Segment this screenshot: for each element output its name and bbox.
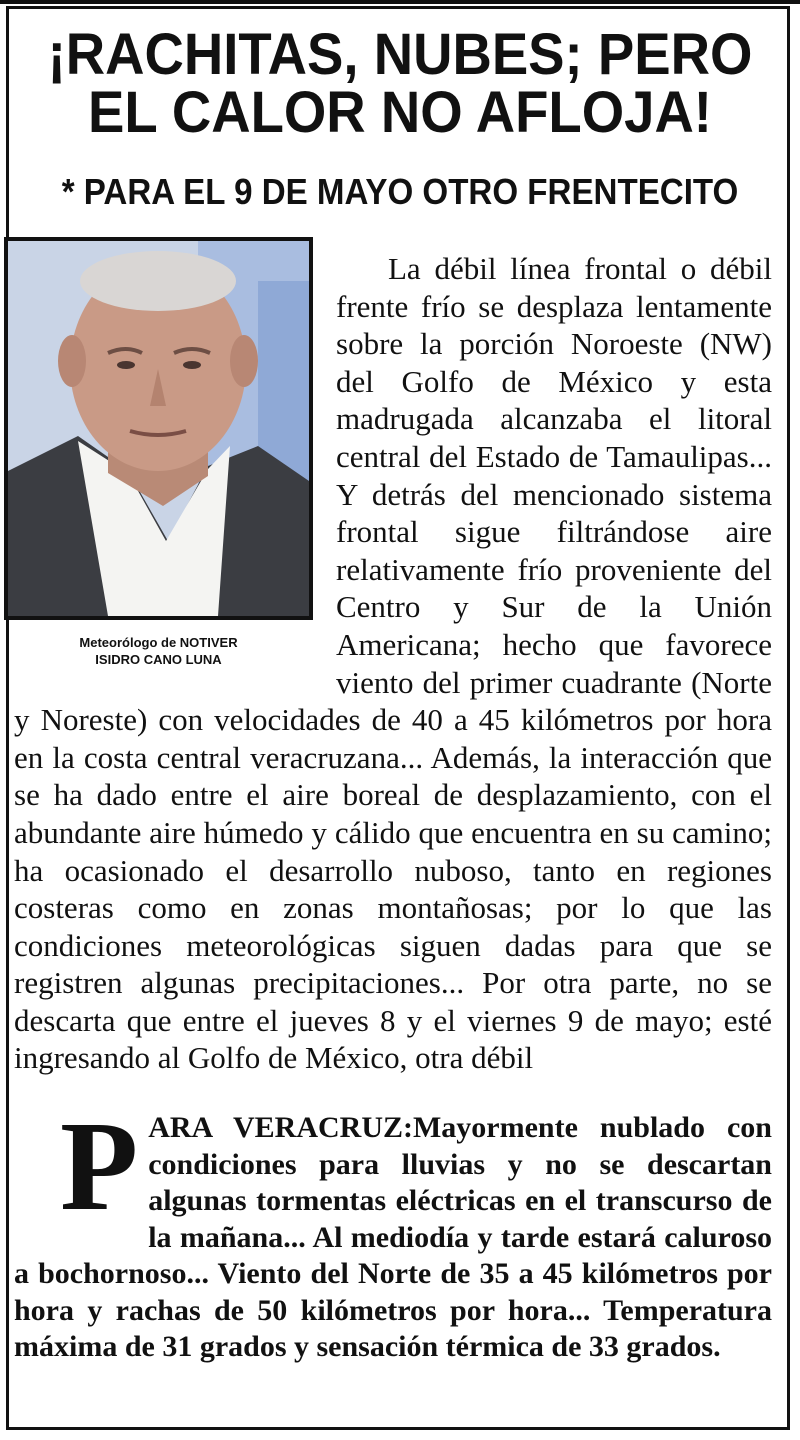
top-rule bbox=[0, 0, 800, 4]
caption-line-2: ISIDRO CANO LUNA bbox=[95, 652, 222, 667]
article-body bbox=[14, 250, 772, 1077]
forecast-text: ARA VERACRUZ:Mayormente nublado con condiciones para lluvias y no se descartan algunas tormentas eléctricas en el transcurso de la mañana... Al mediodía y tarde estará caluroso a bochornoso... Viento del Norte de 35 a 45 kilómetros por hora y rachas de 50 kilómetros por hora... Temperatura máxima de 31 grados y sensación térmica de 33 grados. bbox=[14, 1111, 772, 1363]
subheadline: * PARA EL 9 DE MAYO OTRO FRENTECITO bbox=[61, 171, 739, 212]
caption-line-1: Meteorólogo de NOTIVER bbox=[79, 635, 238, 650]
forecast-block bbox=[14, 1095, 772, 1366]
article-paragraph: La débil línea frontal o débil frente frío se desplaza lentamente sobre la porción Noroeste (NW) del Golfo de México y esta madrugada alcanzaba el litoral central del Estado de Tamaulipas... Y detrás del mencionado sistema frontal sigue filtrándose aire relativamente frío proveniente del Centro y Sur de la Unión Americana; hecho que favorece viento del primer cuadrante (Norte y Noreste) con velocidades de 40 a 45 kilómetros por hora en la costa central veracruzana... Además, la interacción que se ha dado entre el aire boreal de desplazamiento, con el abundante aire húmedo y cálido que encuentra en su camino; ha ocasionado el desarrollo nuboso, tanto en regiones costeras como en zonas montañosas; por lo que las condiciones meteorológicas siguen dadas para que se registren algunas precipitaciones... Por otra parte, no se descarta que entre el jueves 8 y el viernes 9 de mayo; esté ingresando al Golfo de México, otra débil bbox=[14, 251, 772, 1076]
headline: ¡RACHITAS, NUBES; PERO EL CALOR NO AFLOJA! bbox=[47, 22, 753, 145]
drop-cap: P bbox=[60, 1095, 139, 1237]
photo-wrap-spacer bbox=[14, 250, 336, 696]
